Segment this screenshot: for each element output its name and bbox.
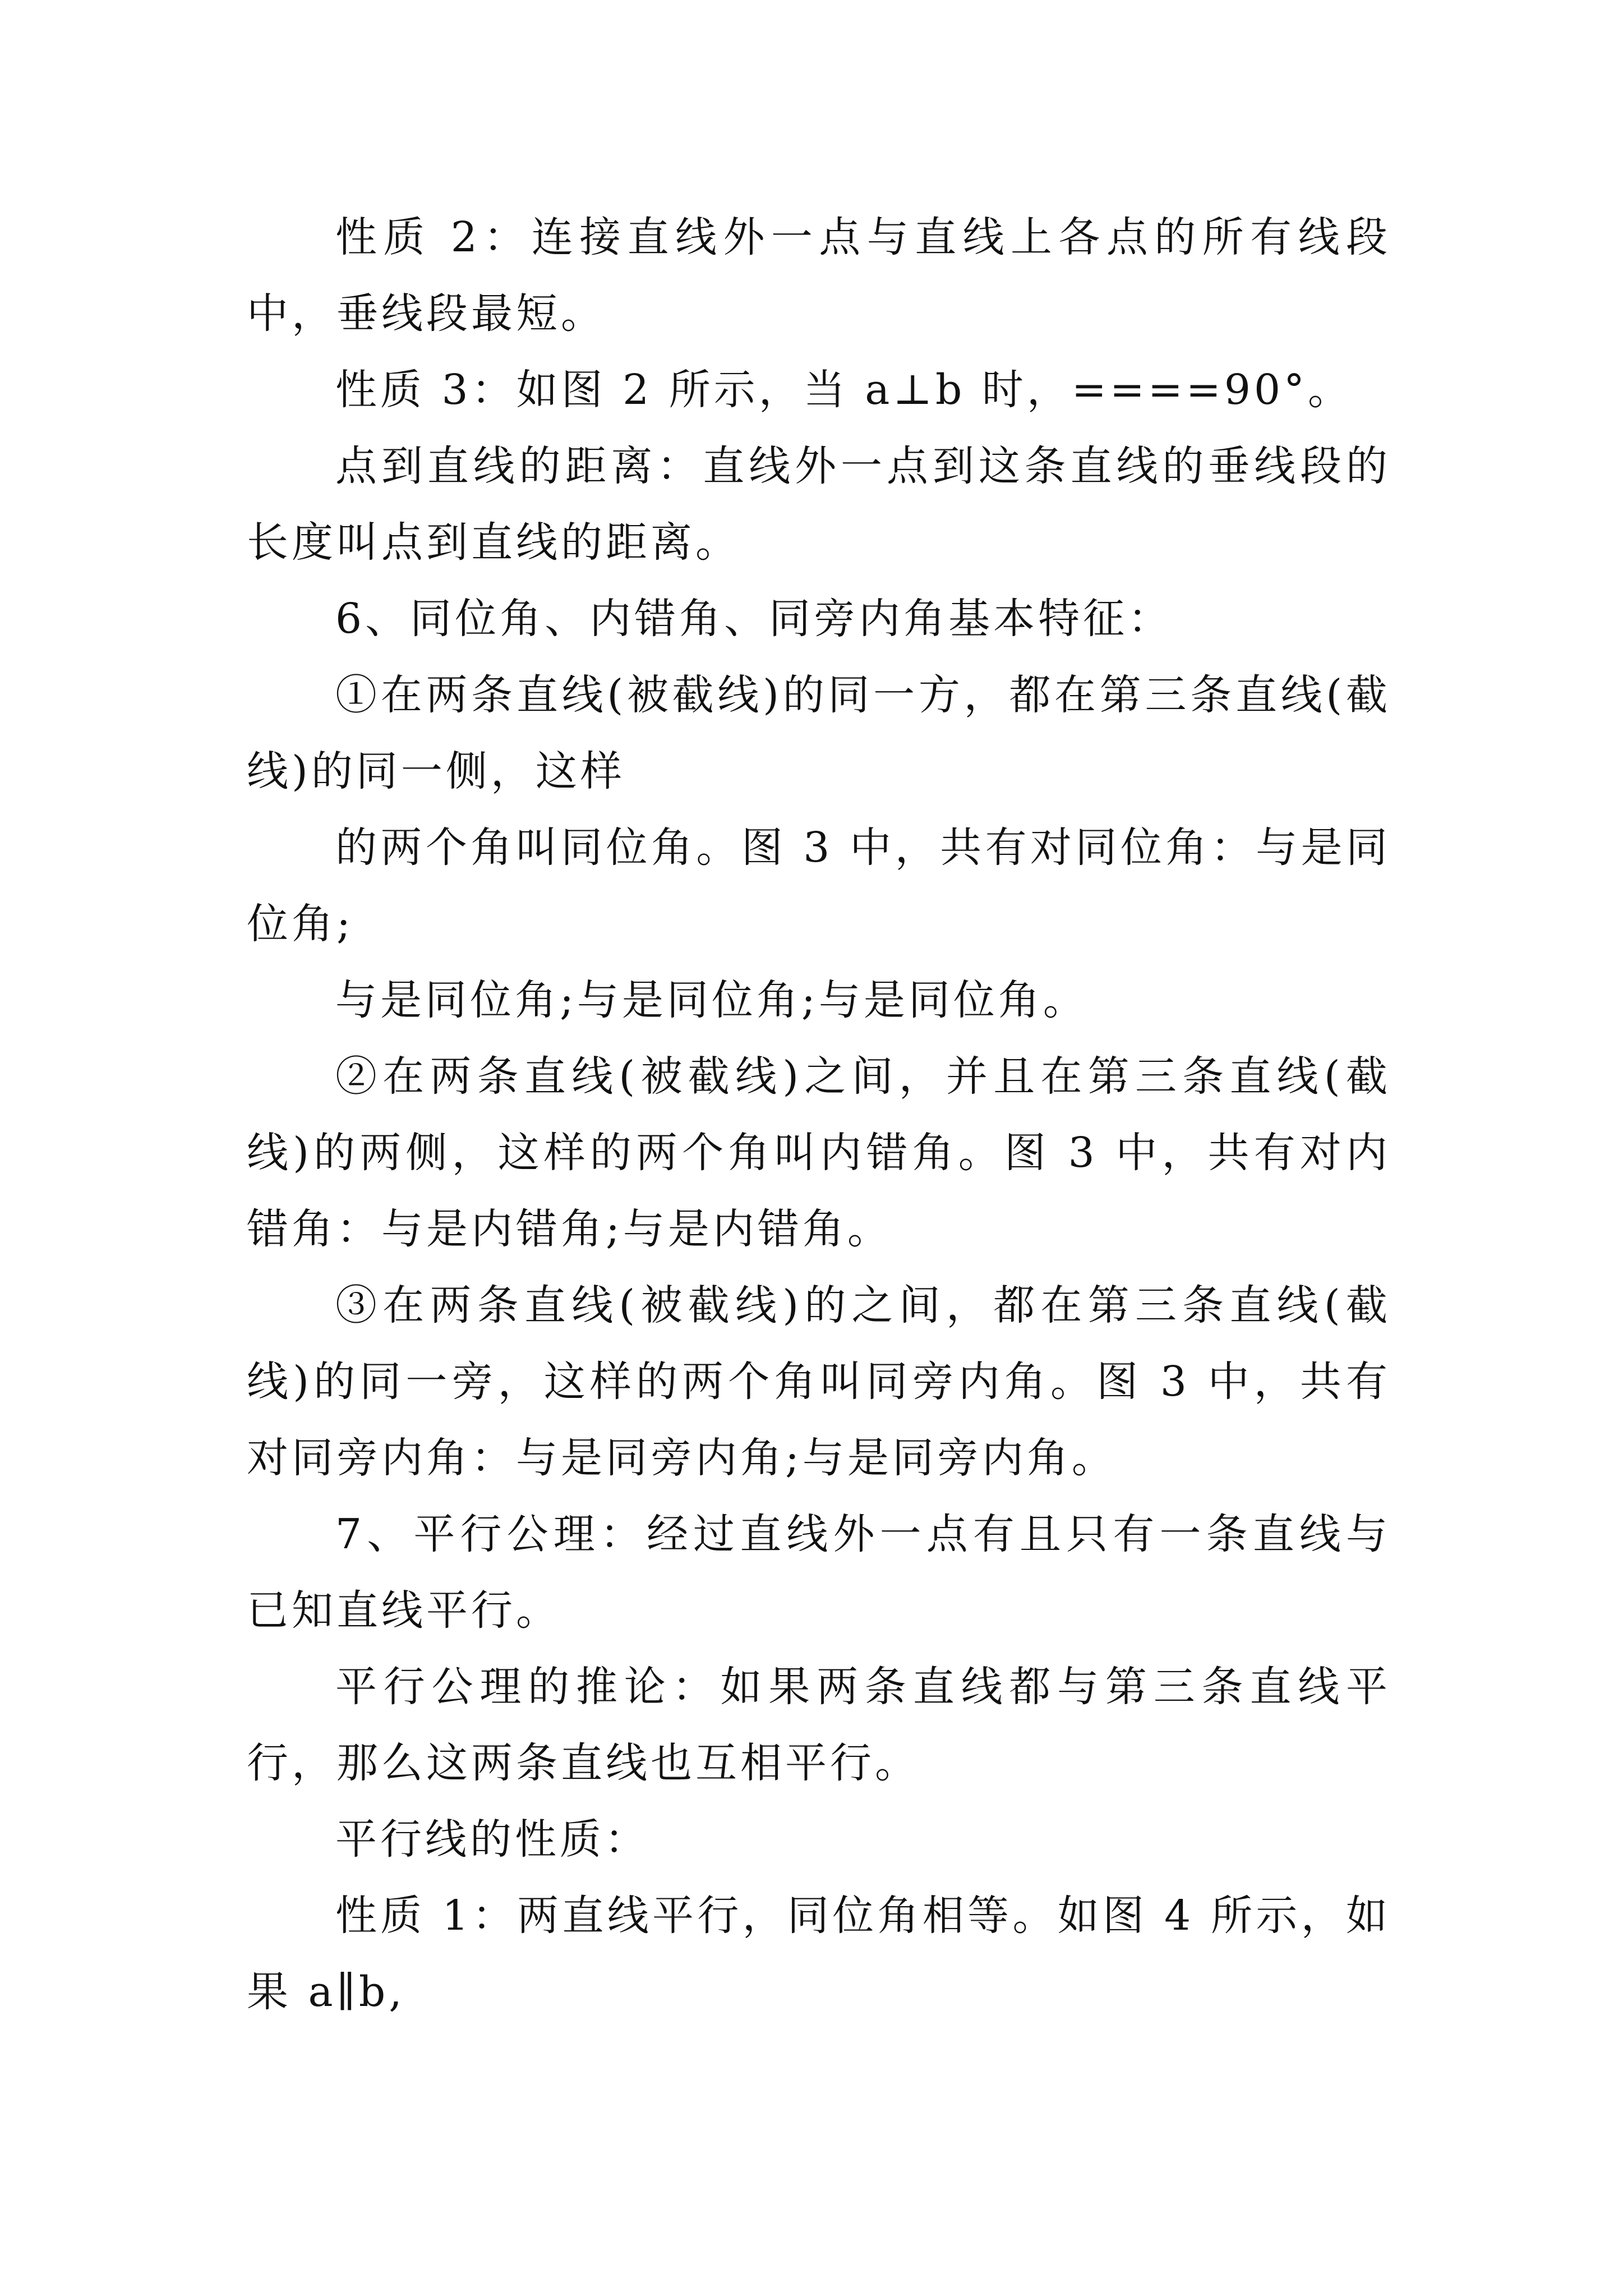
paragraph-parallel-postulate: 7、平行公理：经过直线外一点有且只有一条直线与已知直线平行。 <box>247 1510 1391 1635</box>
paragraph-parallel-corollary: 平行公理的推论：如果两条直线都与第三条直线平行，那么这两条直线也互相平行。 <box>247 1663 1391 1787</box>
paragraph-parallel-property-1: 性质 1：两直线平行，同位角相等。如图 4 所示，如果 a∥b, <box>247 1892 1391 2016</box>
document-body <box>247 199 1391 2030</box>
paragraph-section-6-heading: 6、同位角、内错角、同旁内角基本特征： <box>335 595 1173 643</box>
paragraph-property-2: 性质 2：连接直线外一点与直线上各点的所有线段中，垂线段最短。 <box>247 213 1391 338</box>
paragraph-corresponding-angles-3: 与是同位角;与是同位角;与是同位角。 <box>335 976 1088 1024</box>
paragraph-same-side-interior-angles: ③在两条直线(被截线)的之间，都在第三条直线(截线)的同一旁，这样的两个角叫同旁内角。图 3 中，共有对同旁内角：与是同旁内角;与是同旁内角。 <box>247 1281 1391 1482</box>
paragraph-parallel-properties-heading: 平行线的性质： <box>335 1815 649 1864</box>
paragraph-point-line-distance: 点到直线的距离：直线外一点到这条直线的垂线段的长度叫点到直线的距离。 <box>247 442 1391 567</box>
paragraph-property-3: 性质 3：如图 2 所示，当 a⊥b 时，====90°。 <box>335 366 1353 414</box>
paragraph-corresponding-angles-2: 的两个角叫同位角。图 3 中，共有对同位角：与是同位角; <box>247 823 1391 948</box>
paragraph-alternate-interior-angles: ②在两条直线(被截线)之间，并且在第三条直线(截线)的两侧，这样的两个角叫内错角。图 3 中，共有对内错角：与是内错角;与是内错角。 <box>247 1052 1391 1253</box>
paragraph-corresponding-angles-1: ①在两条直线(被截线)的同一方，都在第三条直线(截线)的同一侧，这样 <box>247 671 1391 795</box>
